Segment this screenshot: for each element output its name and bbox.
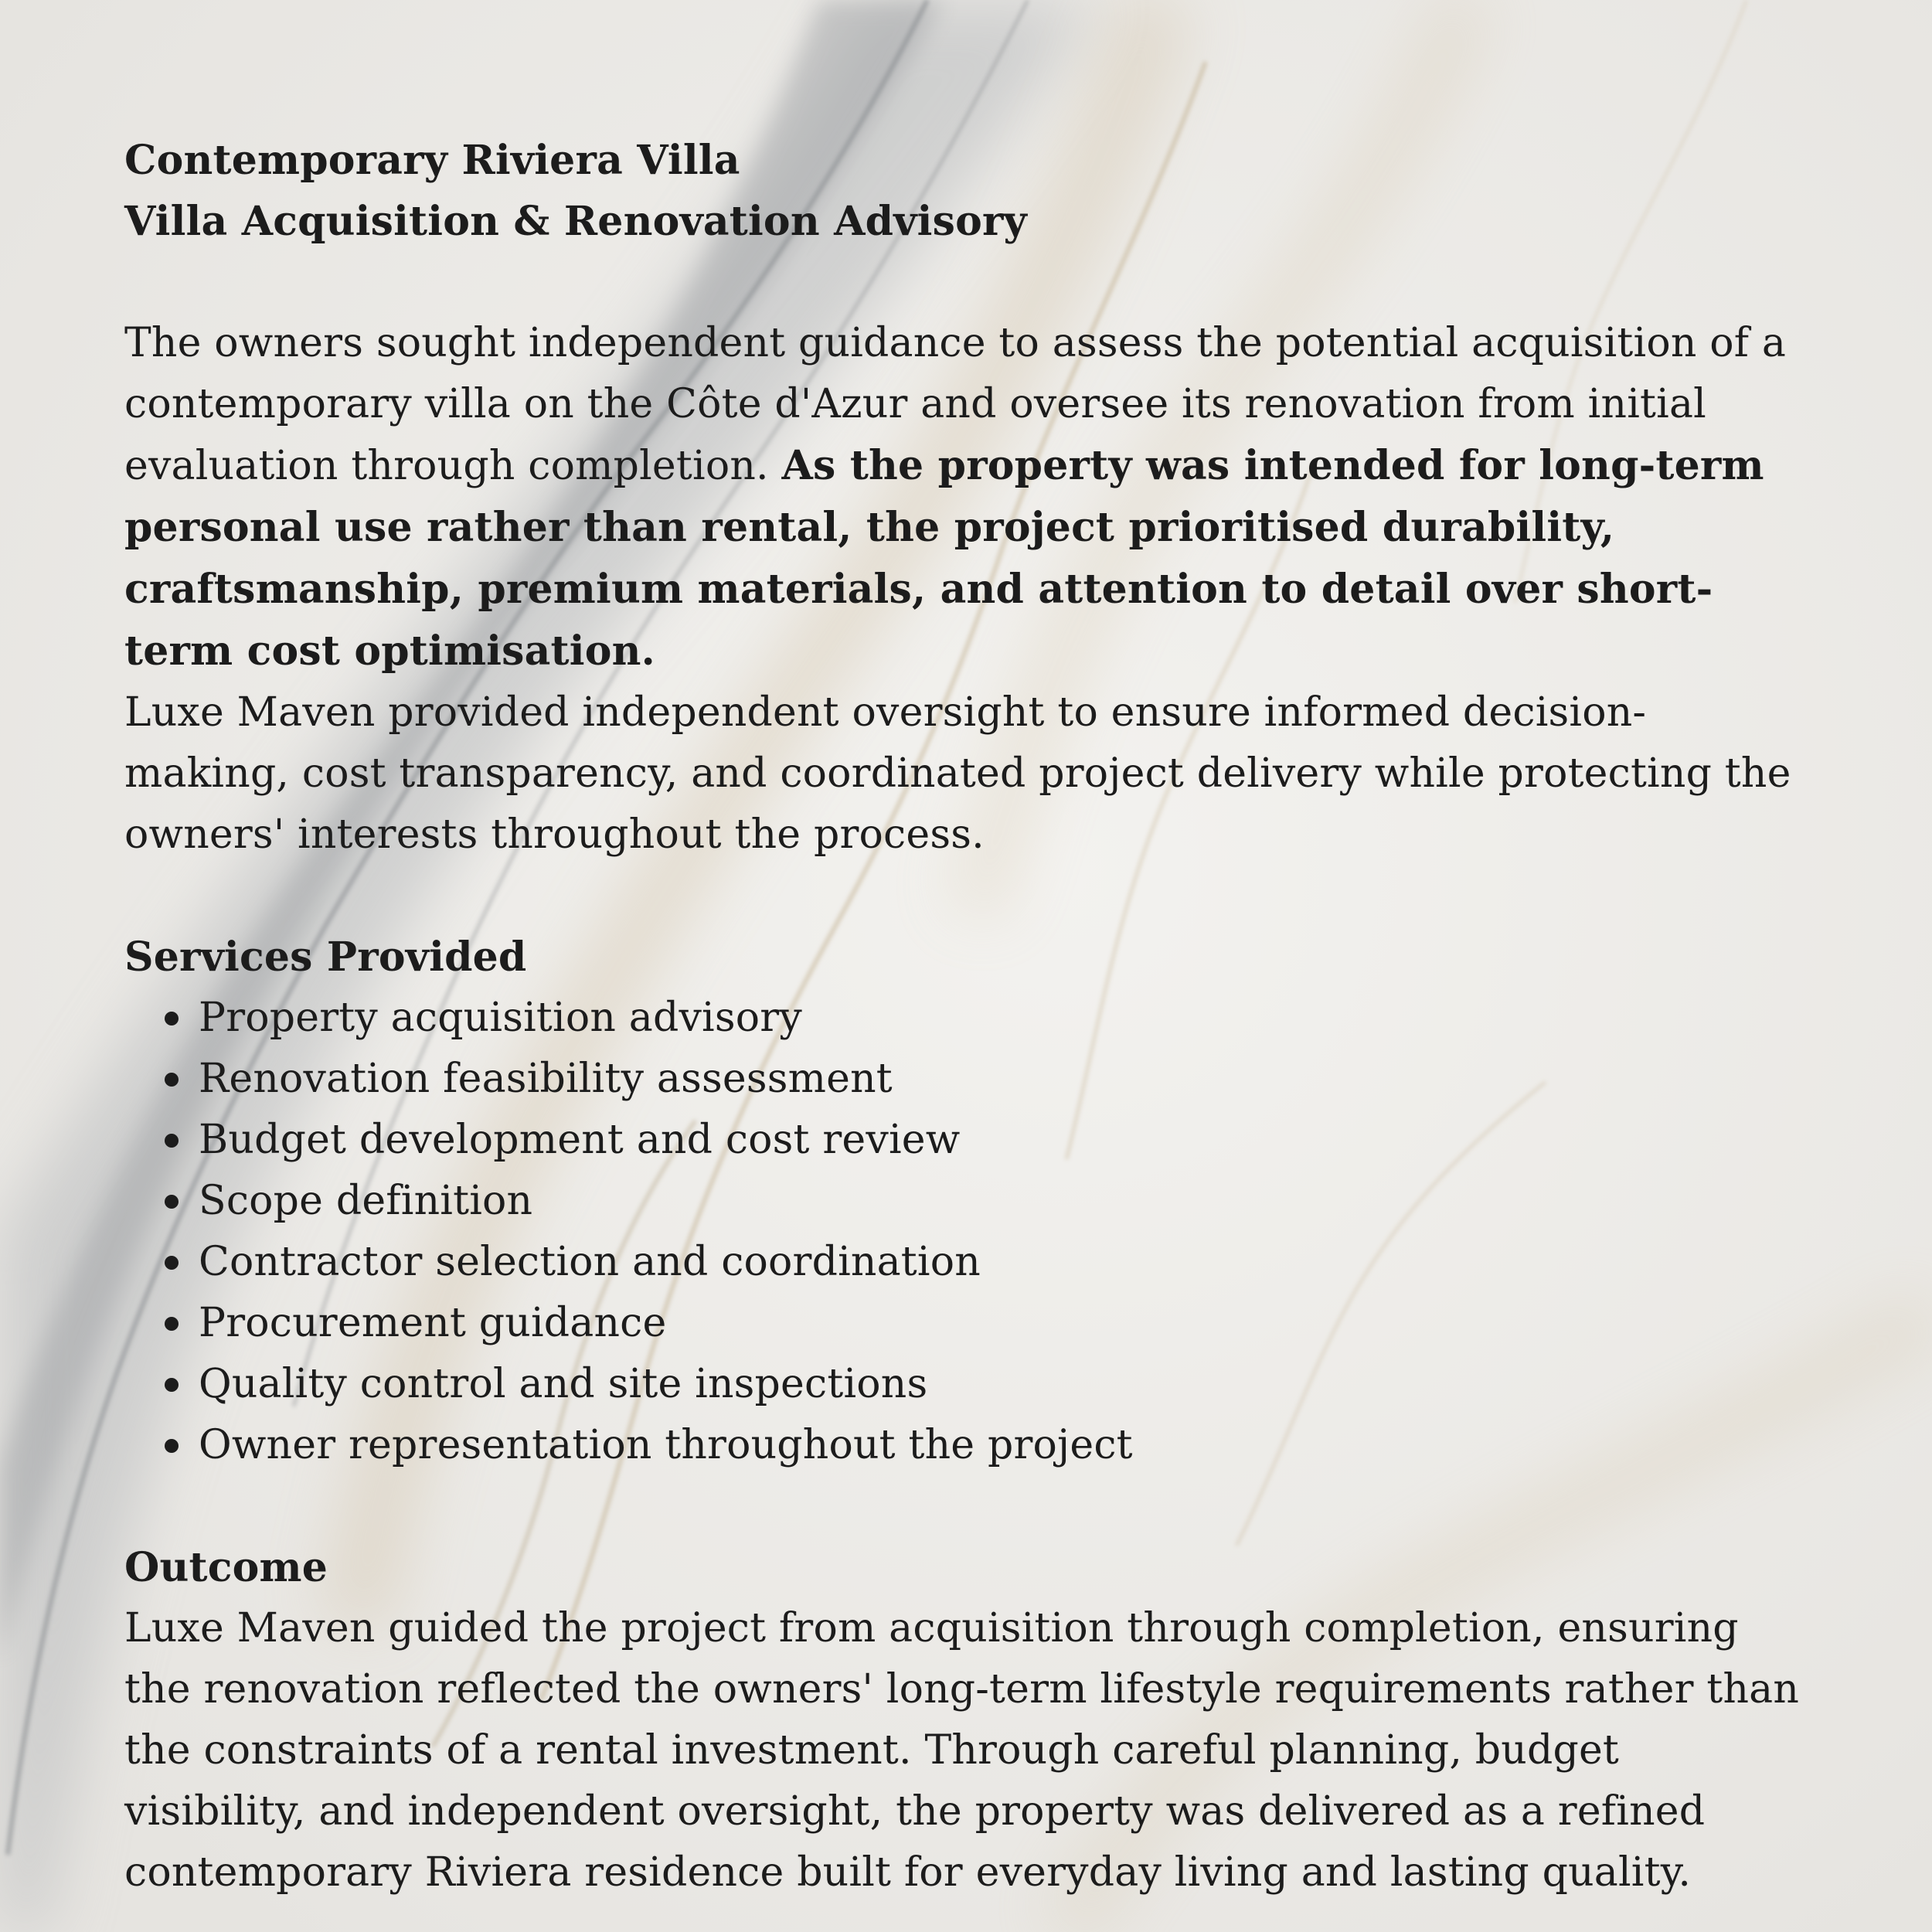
intro-emphasis: As the property was intended for long-term personal use rather than rental, the project prioritised durability, craftsmanship, premium materials, and attention to detail over short-term cost optimisation. [124,442,1764,675]
list-item [165,1171,1809,1232]
list-item [165,1354,1809,1415]
project-subtitle: Villa Acquisition & Renovation Advisory [124,198,1027,245]
title-block [124,130,1809,252]
list-item-label: Quality control and site inspections [199,1361,928,1407]
list-item-label: Contractor selection and coordination [199,1239,981,1285]
services-heading: Services Provided [124,934,527,981]
outcome-section [124,1537,1809,1903]
intro-closing: Luxe Maven provided independent oversight to ensure informed decision-making, cost transparency, and coordinated project delivery while protecting the owners' interests throughout the process. [124,689,1791,858]
bullet-icon [165,1195,179,1209]
bullet-icon [165,1073,179,1087]
list-item [165,1049,1809,1110]
intro-paragraph [124,313,1809,866]
bullet-icon [165,1378,179,1392]
list-item [165,1293,1809,1354]
intro-lead: The owners sought independent guidance to assess the potential acquisition of a contemporary villa on the Côte d'Azur and oversee its renovation from initial evaluation through completion. [124,320,1787,489]
list-item [165,1232,1809,1293]
project-title: Contemporary Riviera Villa [124,137,740,184]
bullet-icon [165,1012,179,1026]
list-item [165,1110,1809,1171]
list-item-label: Scope definition [199,1178,533,1224]
bullet-icon [165,1317,179,1331]
list-item [165,1415,1809,1476]
list-item-label: Property acquisition advisory [199,995,802,1041]
outcome-text: Luxe Maven guided the project from acquisition through completion, ensuring the renovation reflected the owners' long-term lifestyle requirements rather than the constraints of a rental investment. Through careful planning, budget visibility, and independent oversight, the property was delivered as a refined contemporary Riviera residence built for everyday living and lasting quality. [124,1605,1800,1896]
bullet-icon [165,1256,179,1270]
outcome-heading: Outcome [124,1544,328,1591]
services-section [124,927,1809,1476]
list-item-label: Procurement guidance [199,1300,667,1346]
list-item-label: Budget development and cost review [199,1117,961,1163]
list-item-label: Owner representation throughout the project [199,1422,1133,1468]
services-list [124,988,1809,1476]
list-item [165,988,1809,1049]
case-study-document [124,130,1809,1903]
bullet-icon [165,1439,179,1453]
list-item-label: Renovation feasibility assessment [199,1056,893,1102]
bullet-icon [165,1134,179,1148]
